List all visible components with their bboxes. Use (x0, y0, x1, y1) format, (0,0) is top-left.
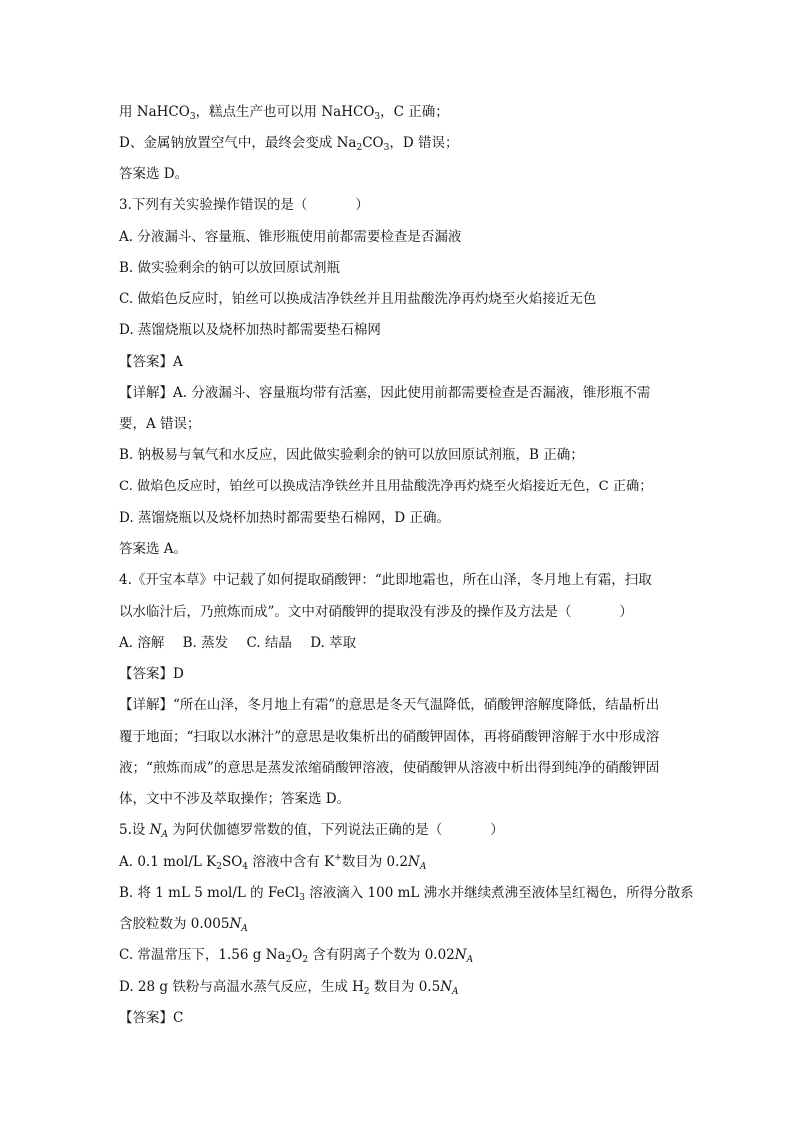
q3-answer: 【答案】A (119, 354, 183, 370)
q4-detail-line: 体，文中不涉及萃取操作；答案选 D。 (119, 791, 351, 807)
q3-detail-line: 要，A 错误； (119, 416, 201, 432)
q5-option-b-line-1: B. 将 1 mL 5 mol/L 的 FeCl$_3$ 溶液滴入 100 mL 沸水并继续煮沸至液体呈红褐色，所得分散系 (119, 885, 694, 903)
q5-option-a: A. 0.1 mol/L $K_2SO_4$ 溶液中含有 K+数目为 $0.2N_A$ (119, 853, 427, 872)
q4-detail-line: 液；“煎炼而成”的意思是蒸发浓缩硝酸钾溶液，使硝酸钾从溶液中析出得到纯净的硝酸钾固 (119, 760, 660, 776)
q3-conclusion: 答案选 A。 (119, 541, 188, 557)
q3-detail-line: C. 做焰色反应时，铂丝可以换成洁净铁丝并且用盐酸洗净再灼烧至火焰接近无色，C 正确； (119, 479, 653, 494)
q3-detail-line: 【详解】A. 分液漏斗、容量瓶均带有活塞，因此使用前都需要检查是否漏液，锥形瓶不需 (119, 385, 651, 401)
q4-stem-line-2: 以水临汁后，乃煎炼而成”。文中对硝酸钾的提取没有涉及的操作及方法是（ ） (119, 604, 633, 620)
q4-stem-line-1: 4.《开宝本草》中记载了如何提取硝酸钾：“此即地霜也，所在山泽，冬月地上有霜，扫取 (119, 572, 652, 588)
q5-option-d: D. 28 g 铁粉与高温水蒸气反应，生成 $H_2$ 数目为 $0.5N_A$ (119, 979, 459, 997)
prev-answer: 答案选 D。 (119, 166, 189, 182)
q3-option-a: A. 分液漏斗、容量瓶、锥形瓶使用前都需要检查是否漏液 (119, 229, 462, 245)
q4-option-c: C. 结晶 (246, 635, 292, 651)
prev-explanation-line-2: D、金属钠放置空气中，最终会变成 $Na_2CO_3$，D 错误； (119, 135, 459, 153)
q4-option-a: A. 溶解 (119, 635, 165, 651)
q5-answer: 【答案】C (119, 1010, 184, 1026)
q4-detail-line: 【详解】“所在山泽，冬月地上有霜”的意思是冬天气温降低，硝酸钾溶解度降低，结晶析出 (119, 697, 660, 713)
q3-option-b: B. 做实验剩余的钠可以放回原试剂瓶 (119, 260, 341, 276)
q4-option-d: D. 萃取 (310, 635, 357, 651)
q3-stem: 3.下列有关实验操作错误的是（ ） (119, 197, 369, 213)
q4-answer: 【答案】D (119, 666, 184, 682)
q5-option-b-line-2: 含胶粒数为 $0.005N_A$ (119, 916, 248, 934)
q5-option-c: C. 常温常压下，1.56 g $Na_2O_2$ 含有阴离子个数为 $0.02N_A$ (119, 947, 474, 965)
q4-detail-line: 覆于地面；“扫取以水淋汁”的意思是收集析出的硝酸钾固体，再将硝酸钾溶解于水中形成溶 (119, 729, 660, 745)
q3-detail-line: D. 蒸馏烧瓶以及烧杯加热时都需要垫石棉网，D 正确。 (119, 510, 451, 526)
q4-options (119, 632, 679, 654)
q5-stem: 5.设 $N_A$ 为阿伏伽德罗常数的值，下列说法正确的是（ ） (119, 822, 504, 840)
q3-option-c: C. 做焰色反应时，铂丝可以换成洁净铁丝并且用盐酸洗净再灼烧至火焰接近无色 (119, 291, 597, 307)
q3-option-d: D. 蒸馏烧瓶以及烧杯加热时都需要垫石棉网 (119, 322, 381, 338)
prev-explanation-line-1: 用 NaHCO$_3$，糕点生产也可以用 NaHCO$_3$，C 正确； (119, 104, 449, 122)
q3-detail-line: B. 钠极易与氧气和水反应，因此做实验剩余的钠可以放回原试剂瓶，B 正确； (119, 447, 584, 463)
q4-option-b: B. 蒸发 (182, 635, 229, 651)
